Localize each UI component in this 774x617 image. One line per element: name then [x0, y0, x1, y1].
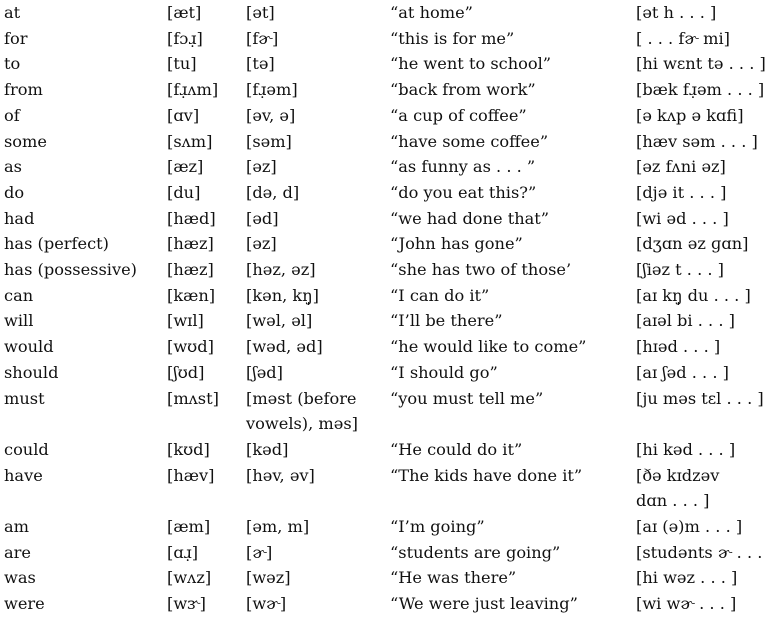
- example-cell-line: “students are going”: [390, 542, 561, 562]
- strong-form-cell-line: [æz]: [167, 157, 204, 177]
- transcription-cell-line: [hɪəd . . . ]: [636, 337, 721, 357]
- weak-form-cell-line: [əd]: [246, 208, 279, 228]
- example-cell-line: “I’m going”: [390, 517, 485, 536]
- weak-form-cell: [246, 129, 292, 155]
- weak-form-cell-line: [əv, ə]: [246, 105, 296, 125]
- transcription-cell: [636, 463, 719, 514]
- weak-form-cell: [246, 463, 315, 489]
- weak-form-cell-line: [əz]: [246, 157, 277, 177]
- strong-form-cell-line: [wʌz]: [167, 568, 212, 588]
- word-cell: [4, 206, 34, 232]
- strong-form-cell: [167, 257, 214, 283]
- strong-form-cell-line: [hæz]: [167, 260, 214, 279]
- strong-form-cell: [167, 51, 197, 77]
- example-cell-line: “The kids have done it”: [390, 465, 583, 485]
- word-cell-line: as: [4, 157, 22, 177]
- transcription-cell-line: [wi wɚ . . . ]: [636, 594, 737, 614]
- word-cell-line: has (possessive): [4, 260, 137, 279]
- transcription-cell-line: [wi əd . . . ]: [636, 208, 729, 228]
- word-cell: [4, 26, 27, 52]
- strong-form-cell: [167, 77, 218, 103]
- example-cell: [390, 103, 527, 129]
- example-cell-line: “I should go”: [390, 362, 498, 382]
- weak-form-cell-line: [wəd, əd]: [246, 337, 323, 357]
- example-cell: [390, 77, 536, 103]
- weak-form-cell-line: [kəd]: [246, 439, 289, 459]
- transcription-cell-line: [əz fʌni əz]: [636, 157, 726, 177]
- transcription-cell: [636, 0, 716, 26]
- weak-form-cell: [246, 180, 299, 206]
- transcription-cell-line: [ju məs tɛl . . . ]: [636, 388, 764, 408]
- example-cell-line: “I can do it”: [390, 285, 490, 305]
- strong-form-cell: [167, 129, 212, 155]
- example-cell: [390, 26, 514, 52]
- word-cell: [4, 386, 45, 412]
- example-cell-line: “back from work”: [390, 80, 536, 100]
- word-cell: [4, 257, 137, 283]
- weak-form-cell-line: [də, d]: [246, 182, 300, 202]
- word-cell-line: had: [4, 208, 35, 228]
- strong-form-cell: [167, 437, 210, 463]
- strong-form-cell-line: [fɹ̣ʌm]: [167, 80, 219, 100]
- strong-form-cell-line: [hæd]: [167, 208, 216, 228]
- weak-form-cell-line: [ɚ]: [246, 542, 273, 562]
- transcription-cell: [636, 308, 735, 334]
- transcription-cell: [636, 180, 726, 206]
- word-cell: [4, 231, 109, 257]
- example-cell-line: “this is for me”: [390, 28, 515, 48]
- example-cell-line: “have some coffee”: [390, 131, 549, 151]
- strong-form-cell-line: [hæv]: [167, 465, 215, 485]
- weak-form-cell: [246, 154, 277, 180]
- transcription-cell-line: [hi wɛnt tə . . . ]: [636, 54, 766, 74]
- word-cell: [4, 308, 33, 334]
- example-cell: [390, 0, 473, 26]
- example-cell-line: “I’ll be there”: [390, 311, 503, 331]
- transcription-cell-line: [hæv səm . . . ]: [636, 131, 758, 151]
- transcription-cell: [636, 103, 744, 129]
- weak-form-cell: [246, 283, 319, 309]
- example-cell-line: “we had done that”: [390, 208, 550, 228]
- word-cell-line: to: [4, 54, 21, 74]
- strong-form-cell: [167, 360, 204, 386]
- transcription-cell-line: [aɪəl bi . . . ]: [636, 311, 735, 331]
- word-cell: [4, 540, 31, 566]
- word-cell: [4, 77, 43, 103]
- word-cell: [4, 463, 43, 489]
- word-cell: [4, 0, 20, 26]
- weak-form-cell: [246, 51, 275, 77]
- weak-form-cell-line: [kən, kŋ̩]: [246, 285, 319, 305]
- strong-form-cell: [167, 206, 216, 232]
- weak-form-cell: [246, 334, 323, 360]
- word-cell-line: for: [4, 28, 28, 48]
- strong-form-cell-line: [kæn]: [167, 285, 216, 305]
- strong-form-cell-line: [wɪl]: [167, 311, 204, 331]
- word-cell-line: at: [4, 3, 21, 22]
- word-cell-line: must: [4, 388, 45, 408]
- transcription-cell-line: [aɪ ʃəd . . . ]: [636, 362, 729, 382]
- example-cell: [390, 565, 516, 591]
- word-cell-line: would: [4, 337, 54, 357]
- weak-form-cell: [246, 231, 277, 257]
- weak-form-cell-line: [wɚ]: [246, 594, 287, 614]
- strong-form-cell: [167, 154, 203, 180]
- transcription-cell: [636, 257, 724, 283]
- strong-form-cell-line: [hæz]: [167, 234, 214, 254]
- example-cell: [390, 437, 522, 463]
- transcription-cell: [636, 334, 720, 360]
- weak-form-cell: [246, 360, 283, 386]
- transcription-cell: [636, 26, 730, 52]
- weak-form-cell-line: [ʃəd]: [246, 362, 283, 382]
- strong-form-cell-line: [ɑɹ̣]: [167, 542, 199, 562]
- strong-form-cell-line: [tu]: [167, 54, 197, 74]
- transcription-cell-line: [ʃiəz t . . . ]: [636, 260, 724, 279]
- strong-form-cell-line: [du]: [167, 182, 201, 202]
- transcription-cell-line: [ðə kɪdzəv: [636, 465, 720, 485]
- example-cell-line: “We were just leaving”: [390, 594, 578, 614]
- transcription-cell: [636, 283, 751, 309]
- example-cell-line: “do you eat this?”: [390, 182, 537, 202]
- transcription-cell: [636, 77, 764, 103]
- weak-form-cell-line: [məst (before: [246, 388, 357, 408]
- strong-form-cell: [167, 180, 200, 206]
- example-cell: [390, 360, 498, 386]
- transcription-cell: [636, 231, 748, 257]
- example-cell: [390, 463, 582, 489]
- example-cell: [390, 257, 571, 283]
- transcription-cell: [636, 360, 729, 386]
- example-cell-line: “she has two of those’: [390, 260, 572, 279]
- example-cell: [390, 180, 536, 206]
- example-cell-line: “he would like to come”: [390, 337, 587, 357]
- strong-form-cell-line: [ʃʊd]: [167, 362, 205, 382]
- example-cell: [390, 283, 489, 309]
- strong-form-cell: [167, 283, 215, 309]
- strong-form-cell-line: [æm]: [167, 517, 211, 536]
- word-cell: [4, 51, 20, 77]
- example-cell: [390, 334, 586, 360]
- word-cell-line: am: [4, 517, 30, 536]
- strong-form-cell-line: [fɔɹ̣]: [167, 28, 203, 48]
- strong-form-cell: [167, 565, 211, 591]
- word-cell-line: are: [4, 542, 31, 562]
- word-cell: [4, 334, 54, 360]
- transcription-cell: [636, 437, 735, 463]
- strong-form-cell-line: [wʊd]: [167, 337, 214, 357]
- example-cell: [390, 514, 485, 540]
- transcription-cell-line: [hi kəd . . . ]: [636, 439, 736, 459]
- strong-form-cell-line: [ɑv]: [167, 105, 200, 125]
- word-cell: [4, 360, 58, 386]
- weak-form-cell: [246, 0, 275, 26]
- transcription-cell-line: [hi wəz . . . ]: [636, 568, 738, 588]
- example-cell-line: “as funny as . . . ”: [390, 157, 536, 177]
- weak-form-cell: [246, 514, 309, 540]
- weak-form-cell: [246, 103, 295, 129]
- transcription-cell-line: [dʒɑn əz ɡɑn]: [636, 234, 749, 254]
- example-cell-line: “at home”: [390, 3, 473, 22]
- word-cell: [4, 103, 20, 129]
- example-cell-line: “He could do it”: [390, 439, 523, 459]
- word-cell-line: has (perfect): [4, 234, 109, 254]
- example-cell: [390, 154, 535, 180]
- transcription-cell: [636, 540, 762, 566]
- strong-form-cell: [167, 514, 210, 540]
- weak-form-cell-line: vowels), məs]: [246, 414, 358, 434]
- transcription-cell: [636, 565, 737, 591]
- example-cell: [390, 540, 560, 566]
- weak-form-cell-line: [səm]: [246, 131, 292, 151]
- strong-form-cell-line: [mʌst]: [167, 388, 219, 408]
- word-cell-line: was: [4, 568, 36, 588]
- transcription-cell-line: [bæk fɹ̣əm . . . ]: [636, 80, 765, 100]
- example-cell: [390, 129, 548, 155]
- weak-form-cell-line: [wəl, əl]: [246, 311, 313, 331]
- example-cell: [390, 51, 551, 77]
- strong-form-cell: [167, 463, 214, 489]
- word-cell-line: have: [4, 465, 43, 485]
- example-cell: [390, 308, 503, 334]
- weak-form-cell-line: [fɹ̣əm]: [246, 80, 298, 100]
- word-cell: [4, 129, 47, 155]
- weak-form-cell: [246, 308, 312, 334]
- strong-form-cell: [167, 0, 201, 26]
- strong-form-cell-line: [wɝ]: [167, 594, 206, 614]
- weak-form-cell-line: [əz]: [246, 234, 277, 254]
- weak-form-cell: [246, 540, 272, 566]
- transcription-cell-line: [studənts ɚ . . .: [636, 542, 763, 562]
- transcription-cell-line: [djə it . . . ]: [636, 182, 727, 202]
- weak-form-cell: [246, 565, 291, 591]
- transcription-cell-line: [ət h . . . ]: [636, 3, 717, 22]
- weak-form-cell: [246, 77, 298, 103]
- example-cell-line: “John has gone”: [390, 234, 523, 254]
- word-cell: [4, 565, 36, 591]
- transcription-cell: [636, 154, 726, 180]
- word-cell-line: do: [4, 182, 25, 202]
- weak-form-cell-line: [həz, əz]: [246, 260, 316, 279]
- word-cell-line: from: [4, 80, 43, 100]
- example-cell: [390, 386, 543, 412]
- example-cell-line: “he went to school”: [390, 54, 552, 74]
- transcription-cell: [636, 386, 764, 412]
- transcription-cell: [636, 514, 742, 540]
- weak-form-cell: [246, 26, 278, 52]
- strong-form-cell: [167, 308, 204, 334]
- word-cell-line: of: [4, 105, 20, 125]
- word-cell: [4, 180, 24, 206]
- example-cell-line: “He was there”: [390, 568, 517, 588]
- weak-form-cell: [246, 206, 279, 232]
- transcription-cell: [636, 206, 729, 232]
- transcription-cell: [636, 129, 758, 155]
- word-cell-line: were: [4, 594, 45, 614]
- example-cell: [390, 231, 523, 257]
- weak-form-cell-line: [həv, əv]: [246, 465, 315, 485]
- example-cell-line: “a cup of coffee”: [390, 105, 527, 125]
- example-cell: [390, 206, 549, 232]
- transcription-cell-line: [aɪ (ə)m . . . ]: [636, 517, 743, 536]
- weak-form-cell-line: [tə]: [246, 54, 275, 74]
- word-cell: [4, 437, 49, 463]
- word-cell-line: some: [4, 131, 47, 151]
- word-cell-line: should: [4, 362, 59, 382]
- word-cell: [4, 514, 29, 540]
- weak-form-cell: [246, 257, 316, 283]
- weak-form-cell: [246, 437, 288, 463]
- word-cell-line: could: [4, 439, 49, 459]
- strong-form-cell: [167, 540, 198, 566]
- weak-form-cell-line: [wəz]: [246, 568, 291, 588]
- strong-form-cell: [167, 334, 214, 360]
- strong-form-cell: [167, 386, 219, 412]
- weak-form-cell-line: [əm, m]: [246, 517, 310, 536]
- transcription-cell: [636, 51, 766, 77]
- word-cell: [4, 154, 22, 180]
- strong-form-cell-line: [kʊd]: [167, 439, 210, 459]
- transcription-cell-line: [ə kʌp ə kɑfi]: [636, 105, 744, 125]
- transcription-cell-line: [ . . . fɚ mi]: [636, 28, 730, 48]
- weak-form-cell: [246, 386, 358, 437]
- word-cell: [4, 283, 33, 309]
- word-cell-line: will: [4, 311, 34, 331]
- strong-form-cell: [167, 26, 203, 52]
- strong-form-cell: [167, 231, 214, 257]
- strong-form-cell: [167, 103, 199, 129]
- strong-form-cell-line: [sʌm]: [167, 131, 213, 151]
- example-cell-line: “you must tell me”: [390, 388, 544, 408]
- transcription-cell-line: dɑn . . . ]: [636, 491, 710, 511]
- weak-form-cell-line: [fɚ]: [246, 28, 279, 48]
- word-cell-line: can: [4, 285, 34, 305]
- weak-form-cell-line: [ət]: [246, 3, 275, 22]
- strong-form-cell-line: [æt]: [167, 3, 202, 22]
- transcription-cell-line: [aɪ kŋ̩ du . . . ]: [636, 285, 751, 305]
